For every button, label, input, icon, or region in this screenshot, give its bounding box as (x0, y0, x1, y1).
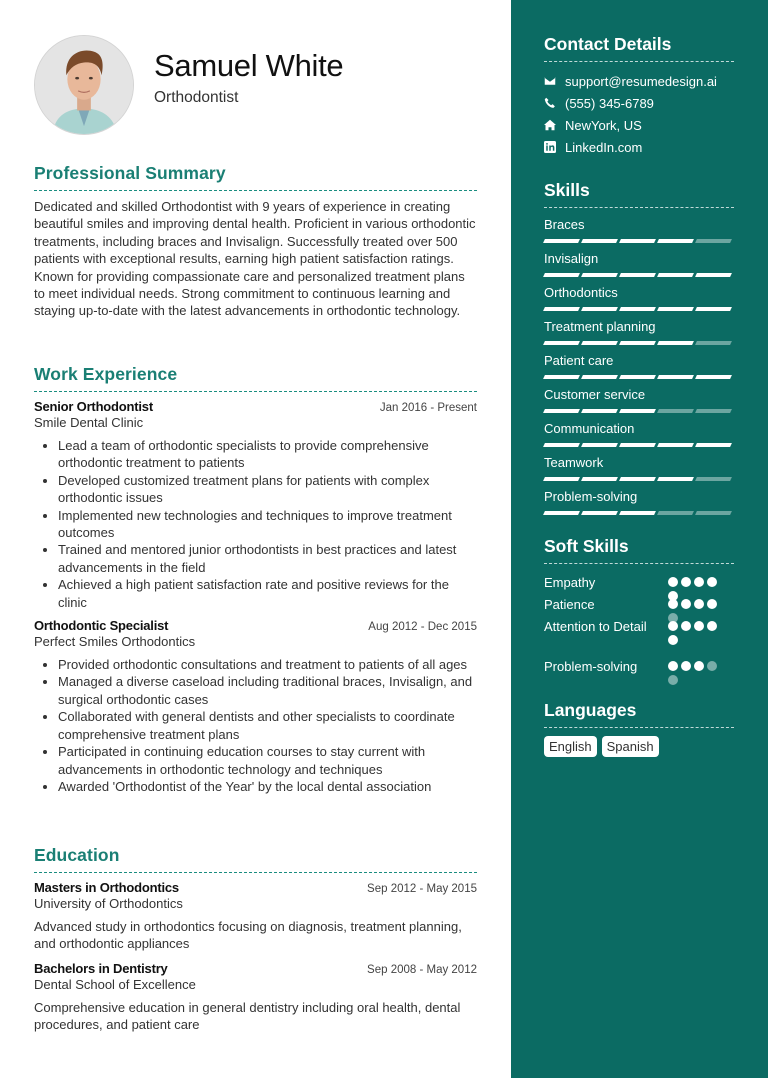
work-heading: Work Experience (34, 364, 477, 392)
skill-name: Treatment planning (544, 319, 656, 334)
skill-segment-filled (543, 477, 580, 481)
skill-segment-filled (543, 511, 580, 515)
contact-item[interactable] (544, 136, 734, 158)
skill-name: Problem-solving (544, 489, 638, 504)
summary-section (34, 163, 477, 320)
skill-item (544, 216, 734, 248)
candidate-name: Samuel White (154, 48, 344, 83)
job-company: Smile Dental Clinic (34, 415, 144, 430)
work-section (34, 364, 477, 802)
rating-dot-empty (707, 661, 717, 671)
soft-skill-rating (668, 656, 722, 666)
job-bullet: Participated in continuing education courses to stay current with advancements in orthodontic technology and techniques (58, 743, 477, 778)
phone-icon (544, 97, 556, 109)
portrait-photo-icon (35, 36, 133, 134)
skill-level-bar (544, 268, 734, 282)
skill-segment-filled (581, 409, 618, 413)
skill-level-bar (544, 370, 734, 384)
skill-segment-filled (619, 273, 656, 277)
rating-dot-filled (681, 577, 691, 587)
rating-dot-filled (707, 577, 717, 587)
education-list (34, 880, 477, 1034)
resume-header (34, 0, 477, 150)
soft-skill-name: Attention to Detail (544, 619, 647, 634)
skill-name: Invisalign (544, 251, 599, 266)
skill-segment-filled (619, 341, 656, 345)
skill-segment-filled (581, 443, 618, 447)
education-section (34, 845, 477, 1042)
job-dates: Aug 2012 - Dec 2015 (368, 621, 477, 634)
skill-segment-filled (581, 239, 618, 243)
job-bullet: Provided orthodontic consultations and treatment to patients of all ages (58, 656, 477, 673)
rating-dot-filled (668, 661, 678, 671)
skill-item (544, 454, 734, 486)
education-description: Comprehensive education in general dentistry including oral health, dental procedures, and patient care (34, 999, 461, 1033)
skill-list (544, 216, 734, 520)
soft-skills-heading: Soft Skills (544, 536, 734, 564)
skill-segment-filled (619, 239, 656, 243)
skill-segment-filled (657, 341, 694, 345)
contact-text[interactable]: LinkedIn.com (565, 139, 643, 155)
skill-segment-filled (657, 443, 694, 447)
skill-segment-filled (619, 477, 656, 481)
job-title: Senior Orthodontist (34, 399, 153, 414)
skill-segment-filled (543, 307, 580, 311)
job-title: Orthodontic Specialist (34, 618, 169, 634)
education-heading: Education (34, 845, 477, 873)
soft-skill-name: Empathy (544, 575, 596, 590)
skill-segment-filled (543, 273, 580, 277)
soft-skill-rating (668, 616, 722, 626)
job-dates: Jan 2016 - Present (379, 402, 477, 414)
skill-segment-filled (543, 375, 580, 379)
skill-level-bar (544, 336, 734, 350)
rating-dot-filled (668, 577, 678, 587)
rating-dot-filled (668, 635, 678, 645)
skill-segment-empty (657, 409, 694, 413)
contact-list (544, 70, 734, 158)
rating-dot-filled (681, 599, 691, 609)
rating-dot-filled (694, 599, 704, 609)
job-entry (34, 399, 477, 611)
education-entry (34, 961, 477, 1034)
soft-skill-rating (668, 572, 722, 582)
skill-segment-filled (543, 341, 580, 345)
summary-text: Dedicated and skilled Orthodontist with 9 years of experience in creating beautiful smiles and improving dental health. Proficient in various orthodontic treatments, including braces and Invisalign. Successfully treated over 500 patients with exceptional results, earning high patient satisfaction ratings. Known for providing compassionate care and personalized treatment plans to meet individual needs. Strong commitment to continuous learning and staying up-to-date with the latest advancements in orthodontic technology. (34, 199, 476, 319)
skill-level-bar (544, 506, 734, 520)
skill-level-bar (544, 302, 734, 316)
rating-dot-filled (694, 577, 704, 587)
skill-level-bar (544, 234, 734, 248)
contact-text[interactable]: NewYork, US (565, 117, 642, 133)
school-name: Dental School of Excellence (34, 976, 196, 992)
skill-segment-filled (543, 409, 580, 413)
skill-segment-filled (695, 443, 732, 447)
skill-segment-filled (695, 273, 732, 277)
skill-segment-filled (581, 375, 618, 379)
skill-segment-filled (619, 375, 656, 379)
skill-segment-filled (619, 307, 656, 311)
rating-dot-filled (681, 621, 691, 631)
soft-skill-list (544, 572, 734, 678)
job-header (34, 399, 477, 414)
job-bullets (34, 656, 477, 795)
skill-level-bar (544, 472, 734, 486)
sidebar (511, 0, 768, 1078)
rating-dot-filled (694, 661, 704, 671)
job-bullet: Lead a team of orthodontic specialists to provide comprehensive orthodontic treatment to patients (58, 437, 477, 472)
candidate-title: Orthodontist (154, 89, 239, 106)
job-bullet: Collaborated with general dentists and other specialists to coordinate comprehensive treatment plans (58, 708, 477, 743)
skill-segment-filled (619, 409, 656, 413)
skill-segment-filled (657, 273, 694, 277)
education-header (34, 880, 477, 895)
skill-segment-empty (695, 341, 732, 345)
education-dates: Sep 2012 - May 2015 (367, 883, 477, 895)
skill-segment-filled (657, 307, 694, 311)
soft-skill-name: Problem-solving (544, 659, 638, 674)
skill-name: Orthodontics (544, 285, 618, 300)
rating-dot-empty (668, 675, 678, 685)
skills-heading: Skills (544, 180, 734, 208)
skills-section (544, 180, 734, 520)
language-tag: Spanish (602, 736, 659, 757)
skill-segment-filled (657, 477, 694, 481)
languages-section (544, 700, 734, 757)
avatar (34, 35, 134, 135)
skill-segment-filled (581, 341, 618, 345)
skill-segment-filled (619, 443, 656, 447)
skill-item (544, 488, 734, 520)
skill-item (544, 284, 734, 316)
skill-segment-empty (695, 477, 732, 481)
skill-name: Patient care (544, 353, 614, 368)
job-header (34, 618, 477, 633)
job-company: Perfect Smiles Orthodontics (34, 634, 196, 650)
rating-dot-filled (707, 599, 717, 609)
skill-level-bar (544, 404, 734, 418)
contact-text[interactable]: (555) 345-6789 (565, 95, 654, 111)
rating-dot-filled (668, 621, 678, 631)
degree-name: Masters in Orthodontics (34, 880, 179, 895)
skill-name: Braces (544, 217, 585, 232)
skill-segment-filled (619, 511, 656, 515)
envelope-icon (544, 75, 556, 87)
soft-skill-rating (668, 594, 722, 604)
contact-text[interactable]: support@resumedesign.ai (565, 73, 717, 89)
skill-segment-empty (695, 511, 732, 515)
contact-item[interactable] (544, 70, 734, 92)
soft-skill-item (544, 616, 734, 656)
contact-heading: Contact Details (544, 34, 734, 62)
skill-segment-filled (657, 375, 694, 379)
soft-skill-item (544, 656, 734, 678)
home-icon (544, 119, 556, 131)
job-bullet: Achieved a high patient satisfaction rate and positive reviews for the clinic (58, 576, 477, 611)
soft-skill-item (544, 572, 734, 594)
skill-segment-filled (695, 307, 732, 311)
degree-name: Bachelors in Dentistry (34, 960, 168, 976)
education-header (34, 961, 477, 976)
job-entry (34, 618, 477, 795)
soft-skills-section (544, 536, 734, 678)
rating-dot-filled (668, 599, 678, 609)
skill-item (544, 386, 734, 418)
job-bullets (34, 437, 477, 611)
languages-heading: Languages (544, 700, 734, 728)
skill-level-bar (544, 438, 734, 452)
job-bullet: Managed a diverse caseload including traditional braces, Invisalign, and surgical orthodontic cases (58, 673, 477, 708)
summary-heading: Professional Summary (34, 163, 477, 191)
education-entry (34, 880, 477, 953)
job-bullet: Developed customized treatment plans for patients with complex orthodontic issues (58, 472, 477, 507)
skill-item (544, 420, 734, 452)
skill-name: Communication (544, 421, 635, 436)
soft-skill-name: Patience (544, 597, 595, 612)
skill-name: Customer service (544, 387, 646, 402)
skill-segment-filled (543, 443, 580, 447)
skill-item (544, 318, 734, 350)
contact-item[interactable] (544, 92, 734, 114)
skill-segment-filled (543, 239, 580, 243)
skill-item (544, 352, 734, 384)
skill-segment-filled (581, 307, 618, 311)
skill-segment-filled (581, 477, 618, 481)
skill-name: Teamwork (544, 455, 604, 470)
language-list (544, 736, 734, 757)
rating-dot-filled (707, 621, 717, 631)
skill-segment-filled (695, 375, 732, 379)
education-dates: Sep 2008 - May 2012 (367, 963, 477, 976)
skill-segment-filled (581, 273, 618, 277)
education-description: Advanced study in orthodontics focusing on diagnosis, treatment planning, and orthodontic appliances (34, 919, 462, 952)
job-bullet: Implemented new technologies and techniques to improve treatment outcomes (58, 507, 477, 542)
job-bullet: Trained and mentored junior orthodontists in best practices and latest advancements in the field (58, 541, 477, 576)
skill-segment-filled (581, 511, 618, 515)
school-name: University of Orthodontics (34, 896, 183, 911)
contact-item[interactable] (544, 114, 734, 136)
skill-segment-filled (657, 239, 694, 243)
skill-segment-empty (695, 239, 732, 243)
job-list (34, 399, 477, 795)
language-tag: English (544, 736, 597, 757)
skill-segment-empty (695, 409, 732, 413)
skill-item (544, 250, 734, 282)
soft-skill-item (544, 594, 734, 616)
rating-dot-filled (681, 661, 691, 671)
rating-dot-filled (694, 621, 704, 631)
linkedin-icon (544, 141, 556, 153)
skill-segment-empty (657, 511, 694, 515)
job-bullet: Awarded 'Orthodontist of the Year' by the local dental association (58, 778, 477, 795)
contact-section (544, 34, 734, 158)
